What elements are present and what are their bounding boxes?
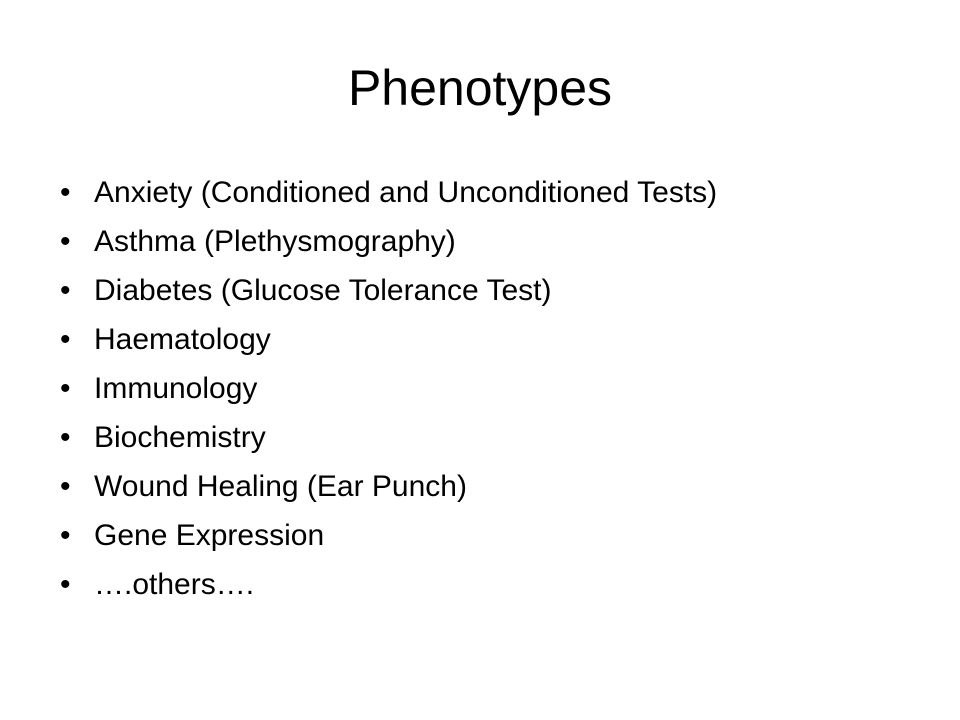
bullet-icon: • <box>60 225 71 258</box>
bullet-icon: • <box>60 470 71 503</box>
bullet-text: Anxiety (Conditioned and Unconditioned Tests) <box>94 176 718 209</box>
bullet-list <box>60 168 920 609</box>
bullet-item <box>60 168 920 217</box>
bullet-icon: • <box>60 519 71 552</box>
bullet-item <box>60 560 920 609</box>
bullet-text: Immunology <box>94 372 258 405</box>
bullet-item <box>60 413 920 462</box>
bullet-item <box>60 315 920 364</box>
bullet-text: ….others…. <box>94 568 255 601</box>
bullet-item <box>60 364 920 413</box>
bullet-item <box>60 217 920 266</box>
bullet-icon: • <box>60 176 71 209</box>
slide-title: Phenotypes <box>347 60 613 116</box>
bullet-text: Diabetes (Glucose Tolerance Test) <box>94 274 552 307</box>
bullet-icon: • <box>60 568 71 601</box>
bullet-text: Asthma (Plethysmography) <box>94 225 456 258</box>
bullet-text: Haematology <box>94 323 271 356</box>
bullet-text: Gene Expression <box>94 519 325 552</box>
bullet-item <box>60 511 920 560</box>
bullet-text: Biochemistry <box>94 421 266 454</box>
bullet-icon: • <box>60 372 71 405</box>
bullet-icon: • <box>60 274 71 307</box>
bullet-item <box>60 462 920 511</box>
bullet-icon: • <box>60 421 71 454</box>
bullet-item <box>60 266 920 315</box>
bullet-icon: • <box>60 323 71 356</box>
bullet-text: Wound Healing (Ear Punch) <box>94 470 467 503</box>
